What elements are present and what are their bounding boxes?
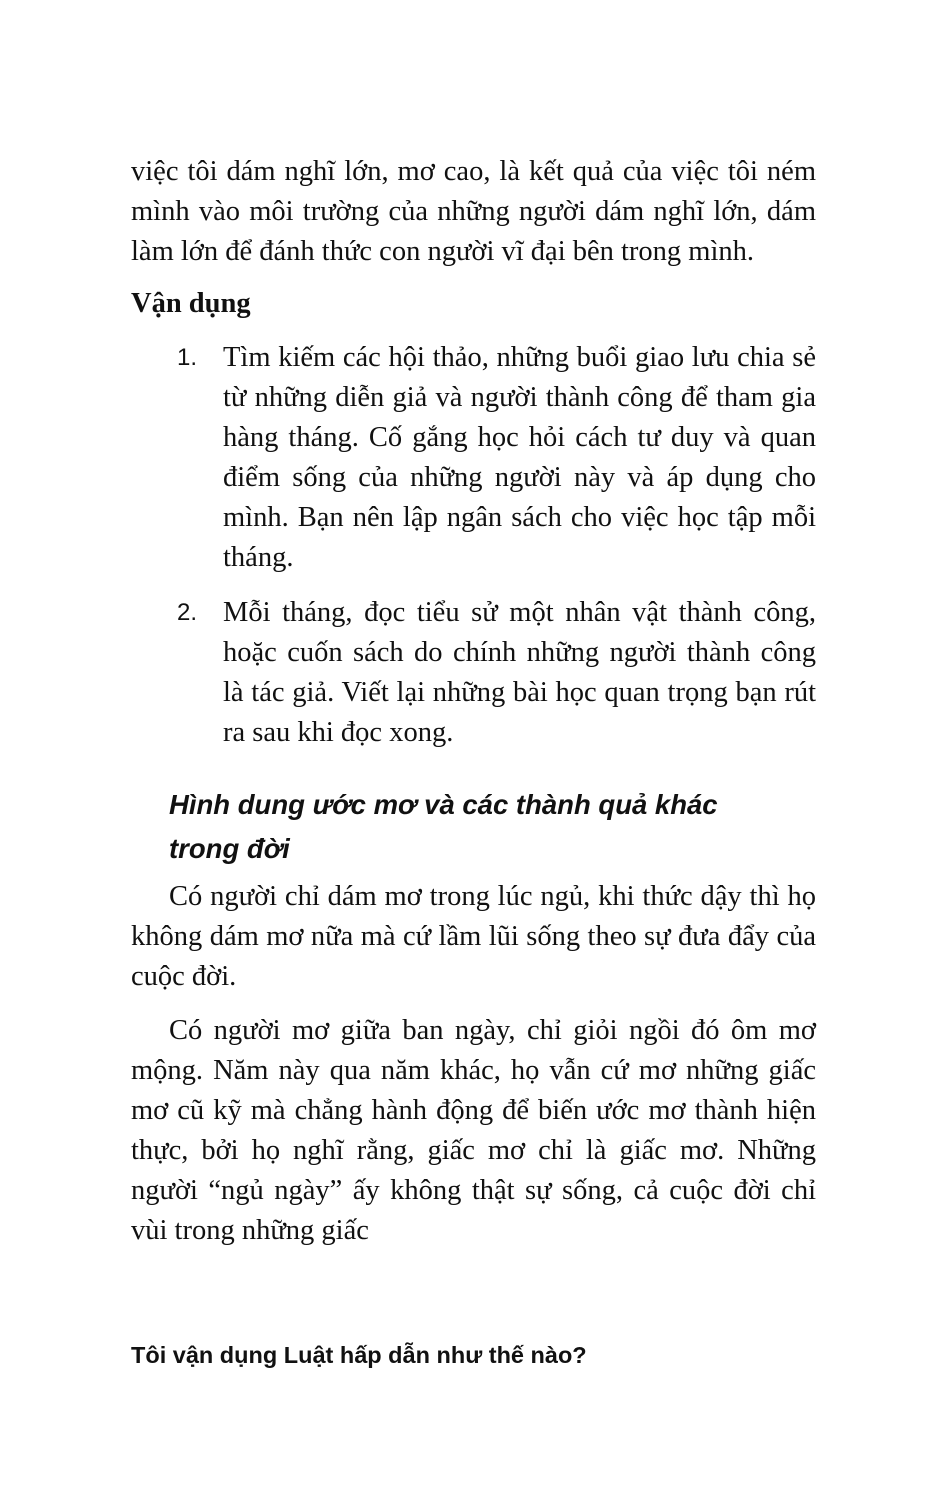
apply-list xyxy=(131,338,816,753)
apply-heading: Vận dụng xyxy=(131,288,251,319)
paragraph: Có người chỉ dám mơ trong lúc ngủ, khi thức dậy thì họ không dám mơ nữa mà cứ lầm lũi sống theo sự đưa đẩy của cuộc đời. xyxy=(131,881,816,992)
page-content xyxy=(131,152,816,1265)
list-item xyxy=(131,593,816,753)
paragraph: Có người mơ giữa ban ngày, chỉ giỏi ngồi đó ôm mơ mộng. Năm này qua năm khác, họ vẫn cứ mơ những giấc mơ cũ kỹ mà chẳng hành động để biến ước mơ thành hiện thực, bởi họ nghĩ rằng, giấc mơ chỉ là giấc mơ. Những người “ngủ ngày” ấy không thật sự sống, cả cuộc đời chỉ vùi trong những giấc xyxy=(131,1015,816,1246)
section-title: Hình dung ước mơ và các thành quả khác trong đời xyxy=(169,789,718,864)
list-item-text: Mỗi tháng, đọc tiểu sử một nhân vật thành công, hoặc cuốn sách do chính những người thành công là tác giả. Viết lại những bài học quan trọng bạn rút ra sau khi đọc xong. xyxy=(223,597,816,748)
list-item-text: Tìm kiếm các hội thảo, những buổi giao lưu chia sẻ từ những diễn giả và người thành công để tham gia hàng tháng. Cố gắng học hỏi cách tư duy và quan điểm sống của những người này và áp dụng cho mình. Bạn nên lập ngân sách cho việc học tập mỗi tháng. xyxy=(223,342,816,573)
running-footer-book-title: Tôi vận dụng Luật hấp dẫn như thế nào? xyxy=(131,1342,587,1368)
intro-paragraph: việc tôi dám nghĩ lớn, mơ cao, là kết quả của việc tôi ném mình vào môi trường của những người dám nghĩ lớn, dám làm lớn để đánh thức con người vĩ đại bên trong mình. xyxy=(131,156,816,267)
list-item-number: 2. xyxy=(177,599,198,626)
list-item xyxy=(131,338,816,578)
list-item-number: 1. xyxy=(177,344,198,371)
